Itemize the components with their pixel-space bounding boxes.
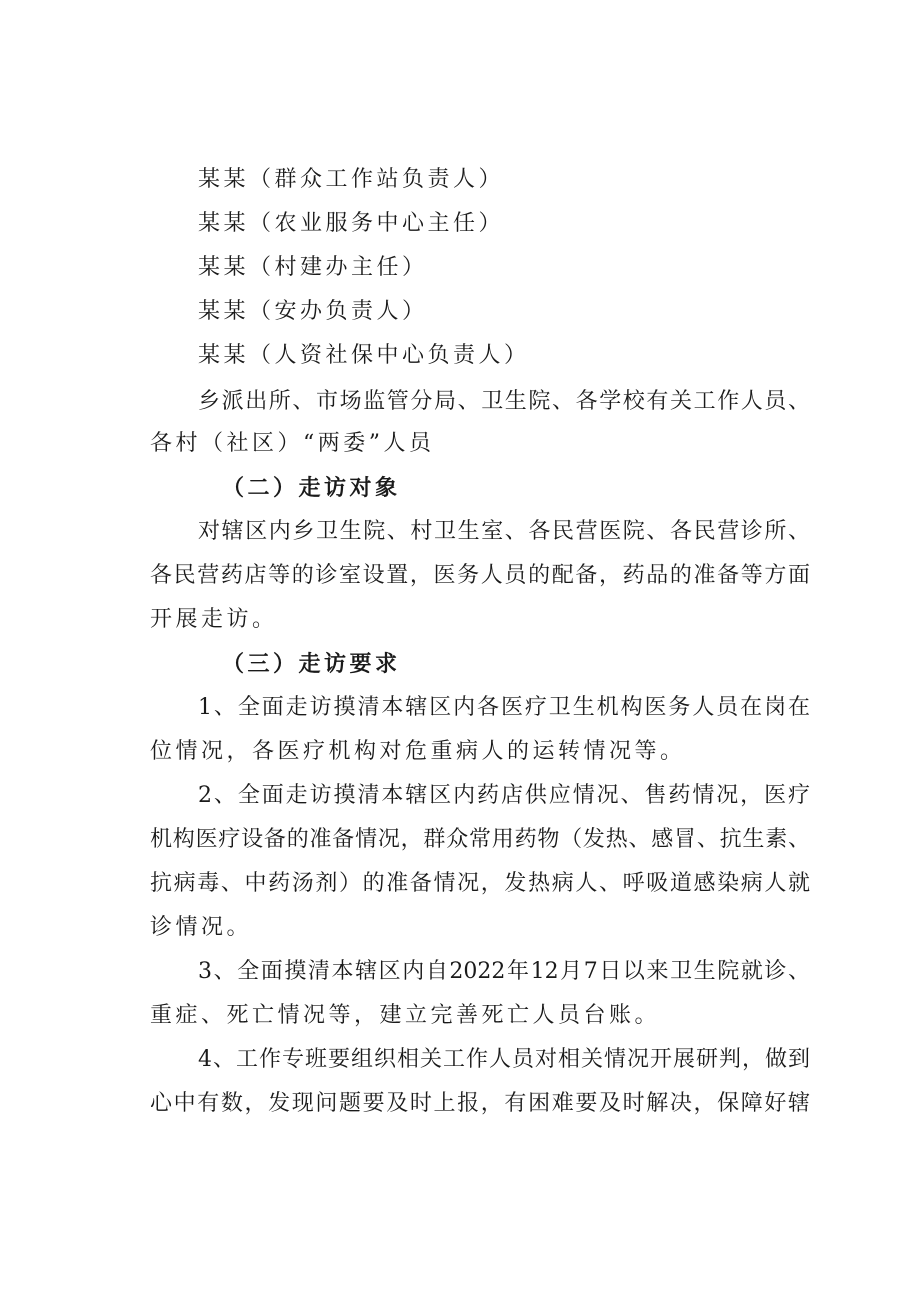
item-1-line-1: 1、全面走访摸清本辖区内各医疗卫生机构医务人员在岗在 [198, 695, 810, 720]
section-2-line-2: 各民营药店等的诊室设置，医务人员的配备，药品的准备等方面 [150, 563, 810, 588]
staff-line-1: 某某（群众工作站负责人） [198, 167, 505, 192]
item-1-line-2: 位情况，各医疗机构对危重病人的运转情况等。 [150, 739, 686, 764]
section-3-heading: （三）走访要求 [222, 651, 401, 677]
staff-line-2: 某某（农业服务中心主任） [198, 211, 505, 236]
item-2-line-1: 2、全面走访摸清本辖区内药店供应情况、售药情况，医疗 [198, 783, 810, 808]
section-2-heading: （二）走访对象 [222, 475, 401, 501]
staff-extra-line-2: 各村（社区）“两委”人员 [150, 431, 435, 456]
staff-line-4: 某某（安办负责人） [198, 299, 428, 324]
item-3-line-2: 重症、死亡情况等，建立完善死亡人员台账。 [150, 1003, 661, 1028]
staff-line-3: 某某（村建办主任） [198, 255, 428, 280]
item-2-line-2: 机构医疗设备的准备情况，群众常用药物（发热、感冒、抗生素、 [150, 827, 810, 852]
staff-line-5: 某某（人资社保中心负责人） [198, 343, 530, 368]
item-2-line-3: 抗病毒、中药汤剂）的准备情况，发热病人、呼吸道感染病人就 [150, 871, 810, 896]
item-4-line-1: 4、工作专班要组织相关工作人员对相关情况开展研判，做到 [198, 1047, 810, 1072]
item-3-line-1: 3、全面摸清本辖区内自2022年12月7日以来卫生院就诊、 [198, 959, 810, 984]
item-4-line-2: 心中有数，发现问题要及时上报，有困难要及时解决，保障好辖 [150, 1091, 810, 1116]
section-2-line-1: 对辖区内乡卫生院、村卫生室、各民营医院、各民营诊所、 [198, 519, 810, 544]
item-2-line-4: 诊情况。 [150, 915, 253, 940]
section-2-line-3: 开展走访。 [150, 607, 278, 632]
staff-extra-line-1: 乡派出所、市场监管分局、卫生院、各学校有关工作人员、 [198, 389, 810, 414]
